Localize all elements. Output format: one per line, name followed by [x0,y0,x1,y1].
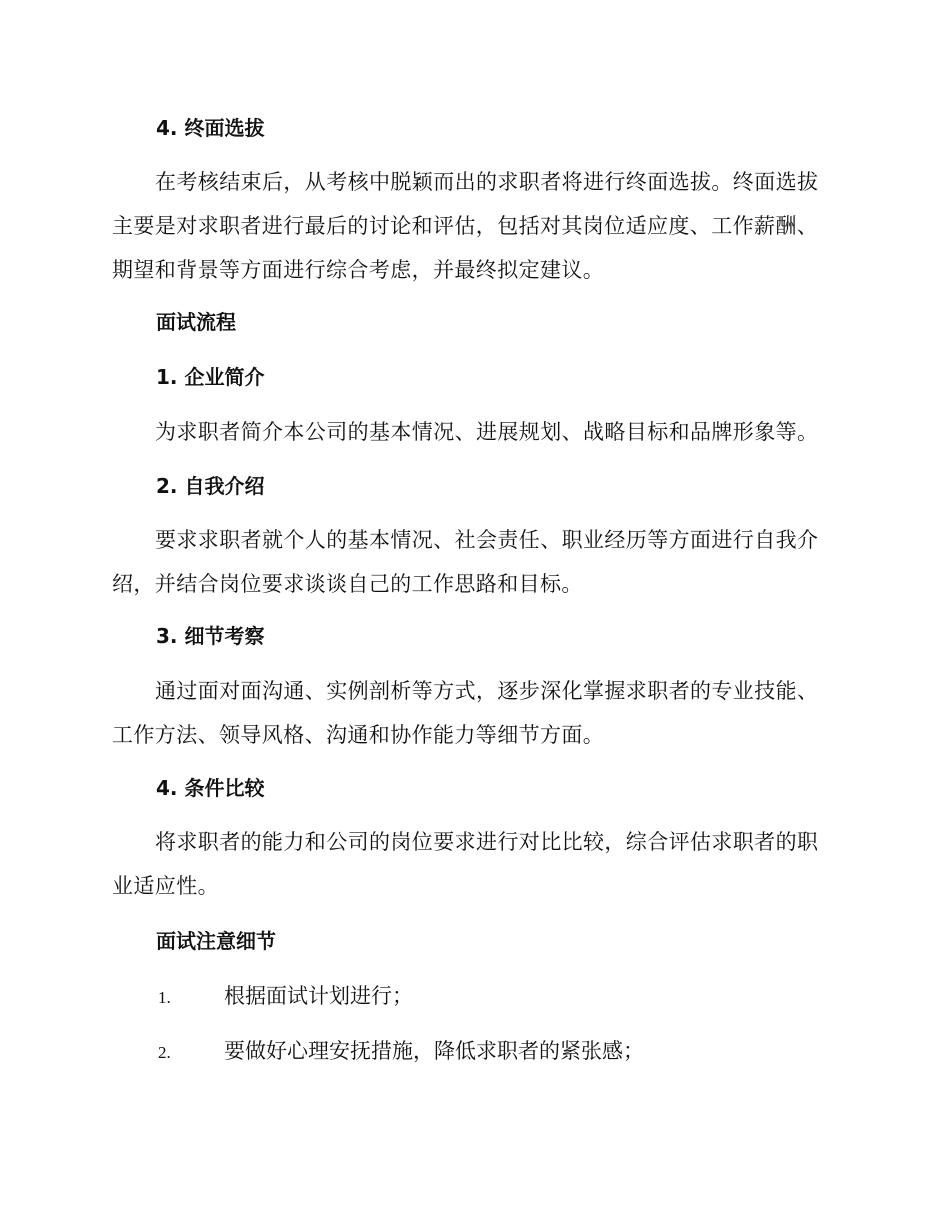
final-selection-paragraph: 在考核结束后，从考核中脱颖而出的求职者将进行终面选拔。终面选拔主要是对求职者进行最后的讨论和评估，包括对其岗位适应度、工作薪酬、期望和背景等方面进行综合考虑，并最终拟定建议。 [112,170,819,282]
final-selection-heading: 4. 终面选拔 [156,116,265,140]
list-item-text: 要做好心理安抚措施，降低求职者的紧张感； [224,1039,644,1063]
self-intro-paragraph: 要求求职者就个人的基本情况、社会责任、职业经历等方面进行自我介绍，并结合岗位要求谈谈自己的工作思路和目标。 [112,528,819,596]
list-item-number: 1. [158,988,171,1007]
comparison-paragraph: 将求职者的能力和公司的岗位要求进行对比比较，综合评估求职者的职业适应性。 [112,830,819,898]
comparison-heading: 4. 条件比较 [156,776,265,800]
company-intro-heading: 1. 企业简介 [156,365,265,389]
list-item-text: 根据面试计划进行； [224,984,413,1008]
list-item [158,1037,858,1067]
interview-process-heading: 面试流程 [156,310,236,334]
company-intro-paragraph: 为求职者简介本公司的基本情况、进展规划、战略目标和品牌形象等。 [155,420,819,444]
detail-review-heading: 3. 细节考察 [156,624,265,648]
self-intro-heading: 2. 自我介绍 [156,474,265,498]
list-item-number: 2. [158,1043,171,1062]
interview-notes-heading: 面试注意细节 [156,929,276,953]
list-item [158,982,858,1012]
detail-review-paragraph: 通过面对面沟通、实例剖析等方式，逐步深化掌握求职者的专业技能、工作方法、领导风格、沟通和协作能力等细节方面。 [112,679,819,747]
